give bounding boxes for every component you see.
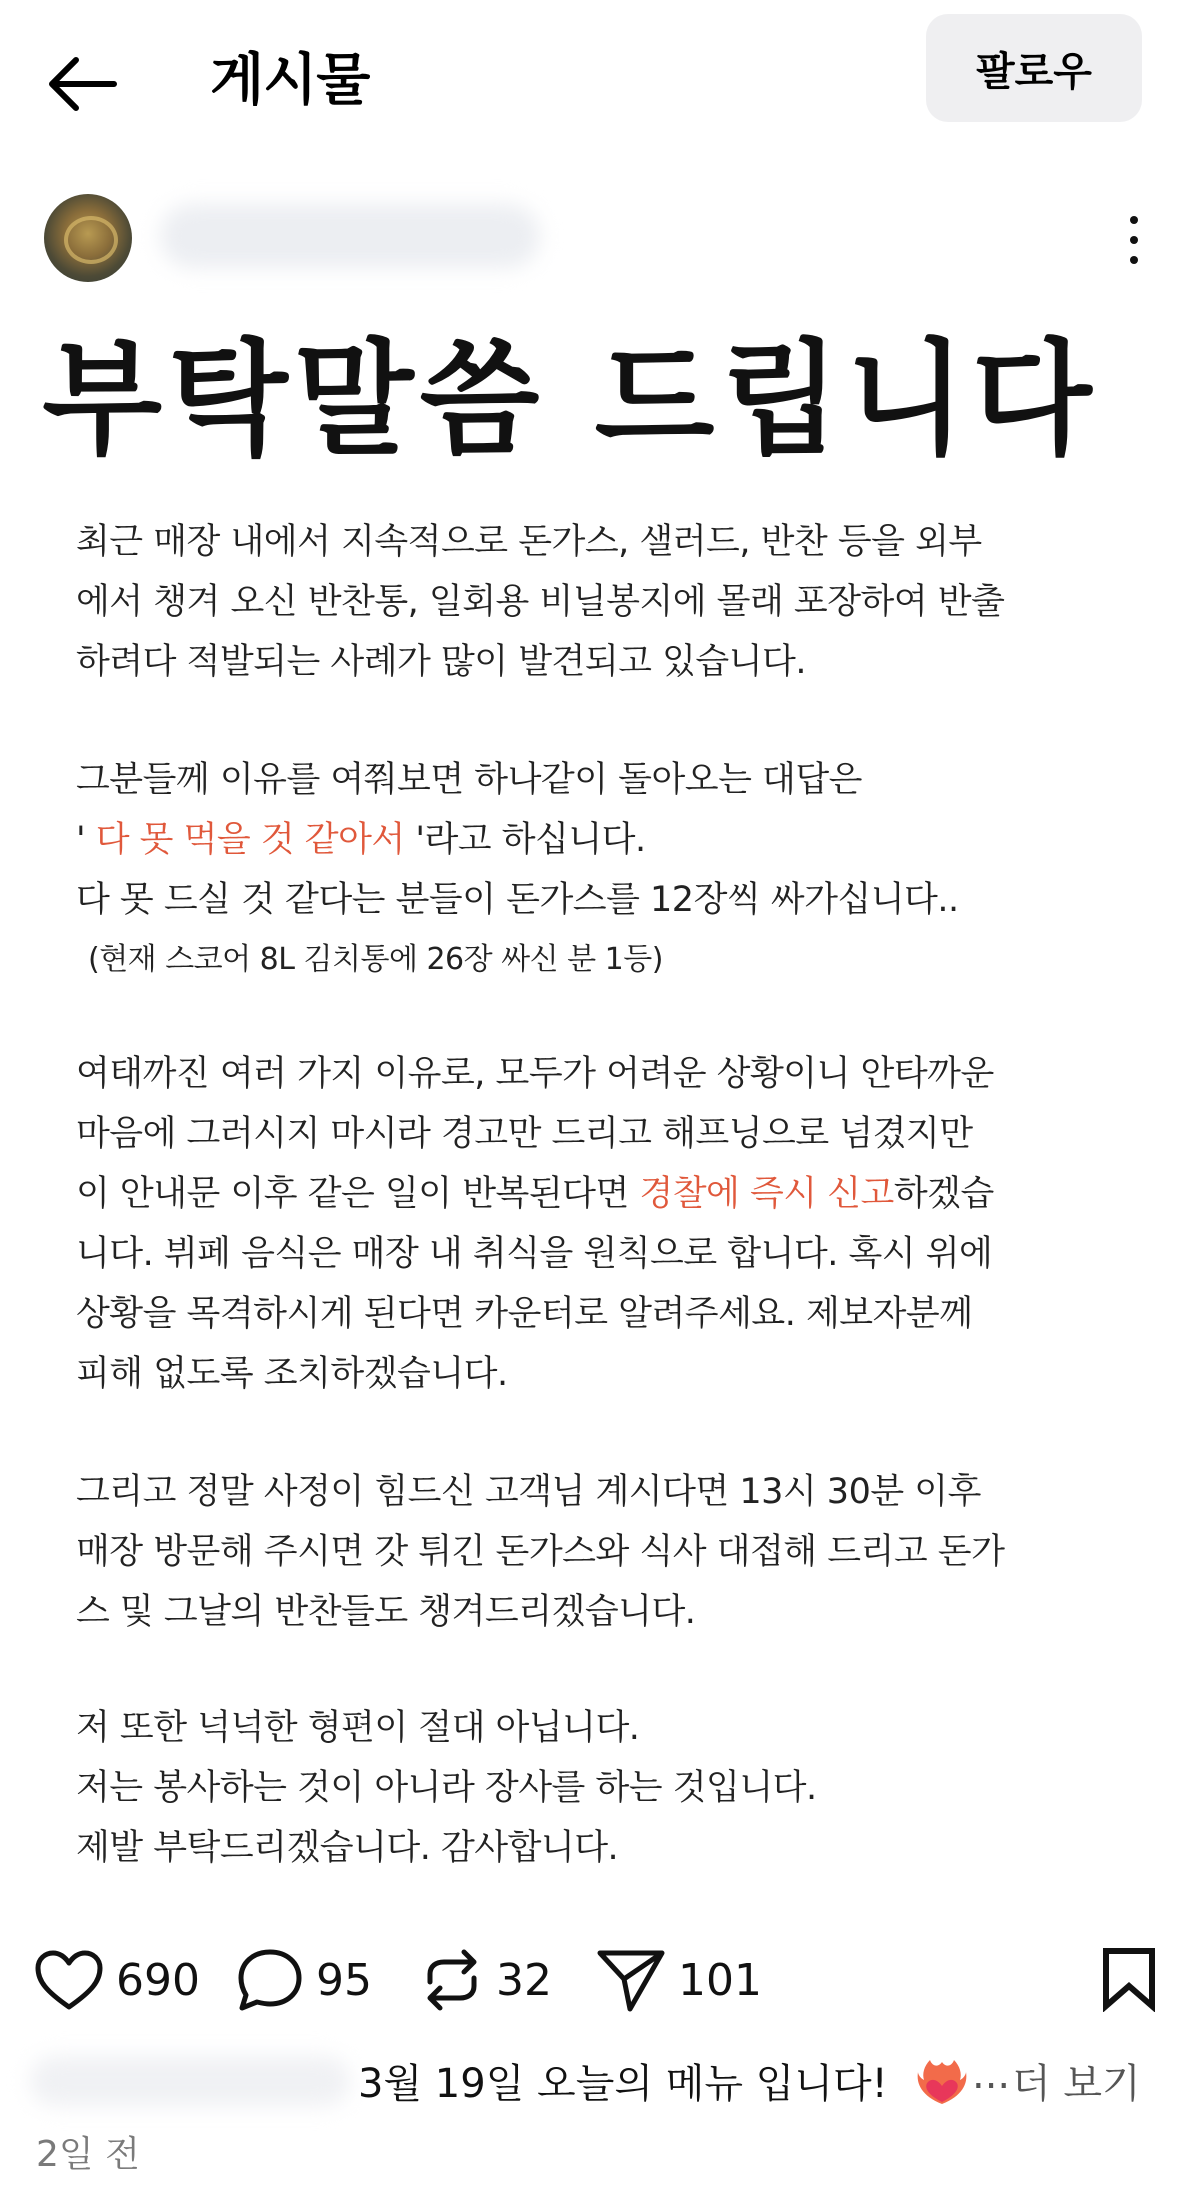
top-bar — [0, 0, 1200, 170]
notice-line: 제발 부탁드리겠습니다. 감사합니다. — [76, 1828, 619, 1868]
caption-username-redacted — [30, 2056, 350, 2106]
notice-line: 저는 봉사하는 것이 아니라 장사를 하는 것입니다. — [76, 1768, 817, 1808]
notice-line: 마음에 그러시지 마시라 경고만 드리고 해프닝으로 넘겼지만 — [76, 1114, 973, 1154]
highlight-quote: 다 못 먹을 것 같아서 — [95, 820, 405, 860]
caption-ellipsis: ... — [972, 2052, 1011, 2098]
repost-count: 32 — [496, 1954, 552, 2006]
notice-paragraph-1 — [76, 512, 1136, 692]
repost-button[interactable] — [420, 1940, 552, 2020]
page-title: 게시물 — [210, 48, 370, 113]
bookmark-icon[interactable] — [1100, 1946, 1158, 2016]
see-more-link[interactable]: 더 보기 — [1012, 2061, 1141, 2107]
notice-text: 하겠습 — [893, 1174, 994, 1214]
notice-line: 니다. 뷔페 음식은 매장 내 취식을 원칙으로 합니다. 혹시 위에 — [76, 1234, 993, 1274]
notice-line: 다 못 드실 것 같다는 분들이 돈가스를 12장씩 싸가십니다.. — [76, 880, 959, 920]
notice-line: 하려다 적발되는 사례가 많이 발견되고 있습니다. — [76, 642, 806, 682]
notice-line: 에서 챙겨 오신 반찬통, 일회용 비닐봉지에 몰래 포장하여 반출 — [76, 582, 1005, 622]
notice-paragraph-4 — [76, 1462, 1136, 1642]
notice-line: 그분들께 이유를 여쭤보면 하나같이 돌아오는 대답은 — [76, 760, 862, 800]
username-redacted — [160, 204, 540, 268]
notice-line: 매장 방문해 주시면 갓 튀긴 돈가스와 식사 대접해 드리고 돈가 — [76, 1532, 1005, 1572]
share-count: 101 — [678, 1954, 762, 2006]
notice-paragraph-5 — [76, 1698, 1136, 1878]
like-count: 690 — [116, 1954, 200, 2006]
notice-paragraph-2 — [76, 750, 1136, 990]
notice-line: 여태까진 여러 가지 이유로, 모두가 어려운 상황이니 안타까운 — [76, 1054, 994, 1094]
more-icon[interactable] — [1116, 216, 1152, 272]
comment-count: 95 — [316, 1954, 372, 2006]
comment-icon — [236, 1947, 304, 2013]
notice-headline: 부탁말씀 드립니다 — [42, 328, 1098, 472]
notice-line: 그리고 정말 사정이 힘드신 고객님 계시다면 13시 30분 이후 — [76, 1472, 981, 1512]
quote-open: ' — [76, 820, 96, 860]
quote-close: '라고 하십니다. — [404, 820, 646, 860]
repost-icon — [420, 1946, 484, 2014]
avatar[interactable] — [44, 194, 132, 282]
share-button[interactable] — [596, 1940, 762, 2020]
avatar-detail — [64, 216, 118, 264]
notice-line: 피해 없도록 조치하겠습니다. — [76, 1354, 508, 1394]
notice-note: (현재 스코어 8L 김치통에 26장 싸신 분 1등) — [88, 942, 663, 977]
author-row — [0, 190, 1200, 300]
notice-text: 이 안내문 이후 같은 일이 반복된다면 — [76, 1174, 640, 1214]
notice-paragraph-3 — [76, 1044, 1136, 1404]
notice-line: 상황을 목격하시게 된다면 카운터로 알려주세요. 제보자분께 — [76, 1294, 973, 1334]
highlight-police: 경찰에 즉시 신고 — [639, 1174, 894, 1214]
caption-row — [0, 2046, 1200, 2116]
comment-button[interactable] — [236, 1940, 372, 2020]
heart-icon — [34, 1949, 104, 2011]
like-button[interactable] — [34, 1940, 200, 2020]
notice-image[interactable] — [0, 300, 1200, 1900]
heart-on-fire-icon — [916, 2056, 968, 2108]
notice-line — [76, 1164, 1136, 1224]
notice-line: 최근 매장 내에서 지속적으로 돈가스, 샐러드, 반찬 등을 외부 — [76, 522, 982, 562]
notice-line — [76, 810, 1136, 870]
action-bar — [0, 1940, 1200, 2020]
share-icon — [596, 1947, 666, 2013]
caption-text: 3월 19일 오늘의 메뉴 입니다! — [358, 2061, 888, 2107]
notice-line: 저 또한 넉넉한 형편이 절대 아닙니다. — [76, 1708, 640, 1748]
follow-button[interactable]: 팔로우 — [926, 14, 1142, 122]
back-arrow-icon[interactable] — [44, 52, 120, 116]
notice-line: 스 및 그날의 반찬들도 챙겨드리겠습니다. — [76, 1592, 696, 1632]
post-timestamp: 2일 전 — [36, 2134, 140, 2175]
